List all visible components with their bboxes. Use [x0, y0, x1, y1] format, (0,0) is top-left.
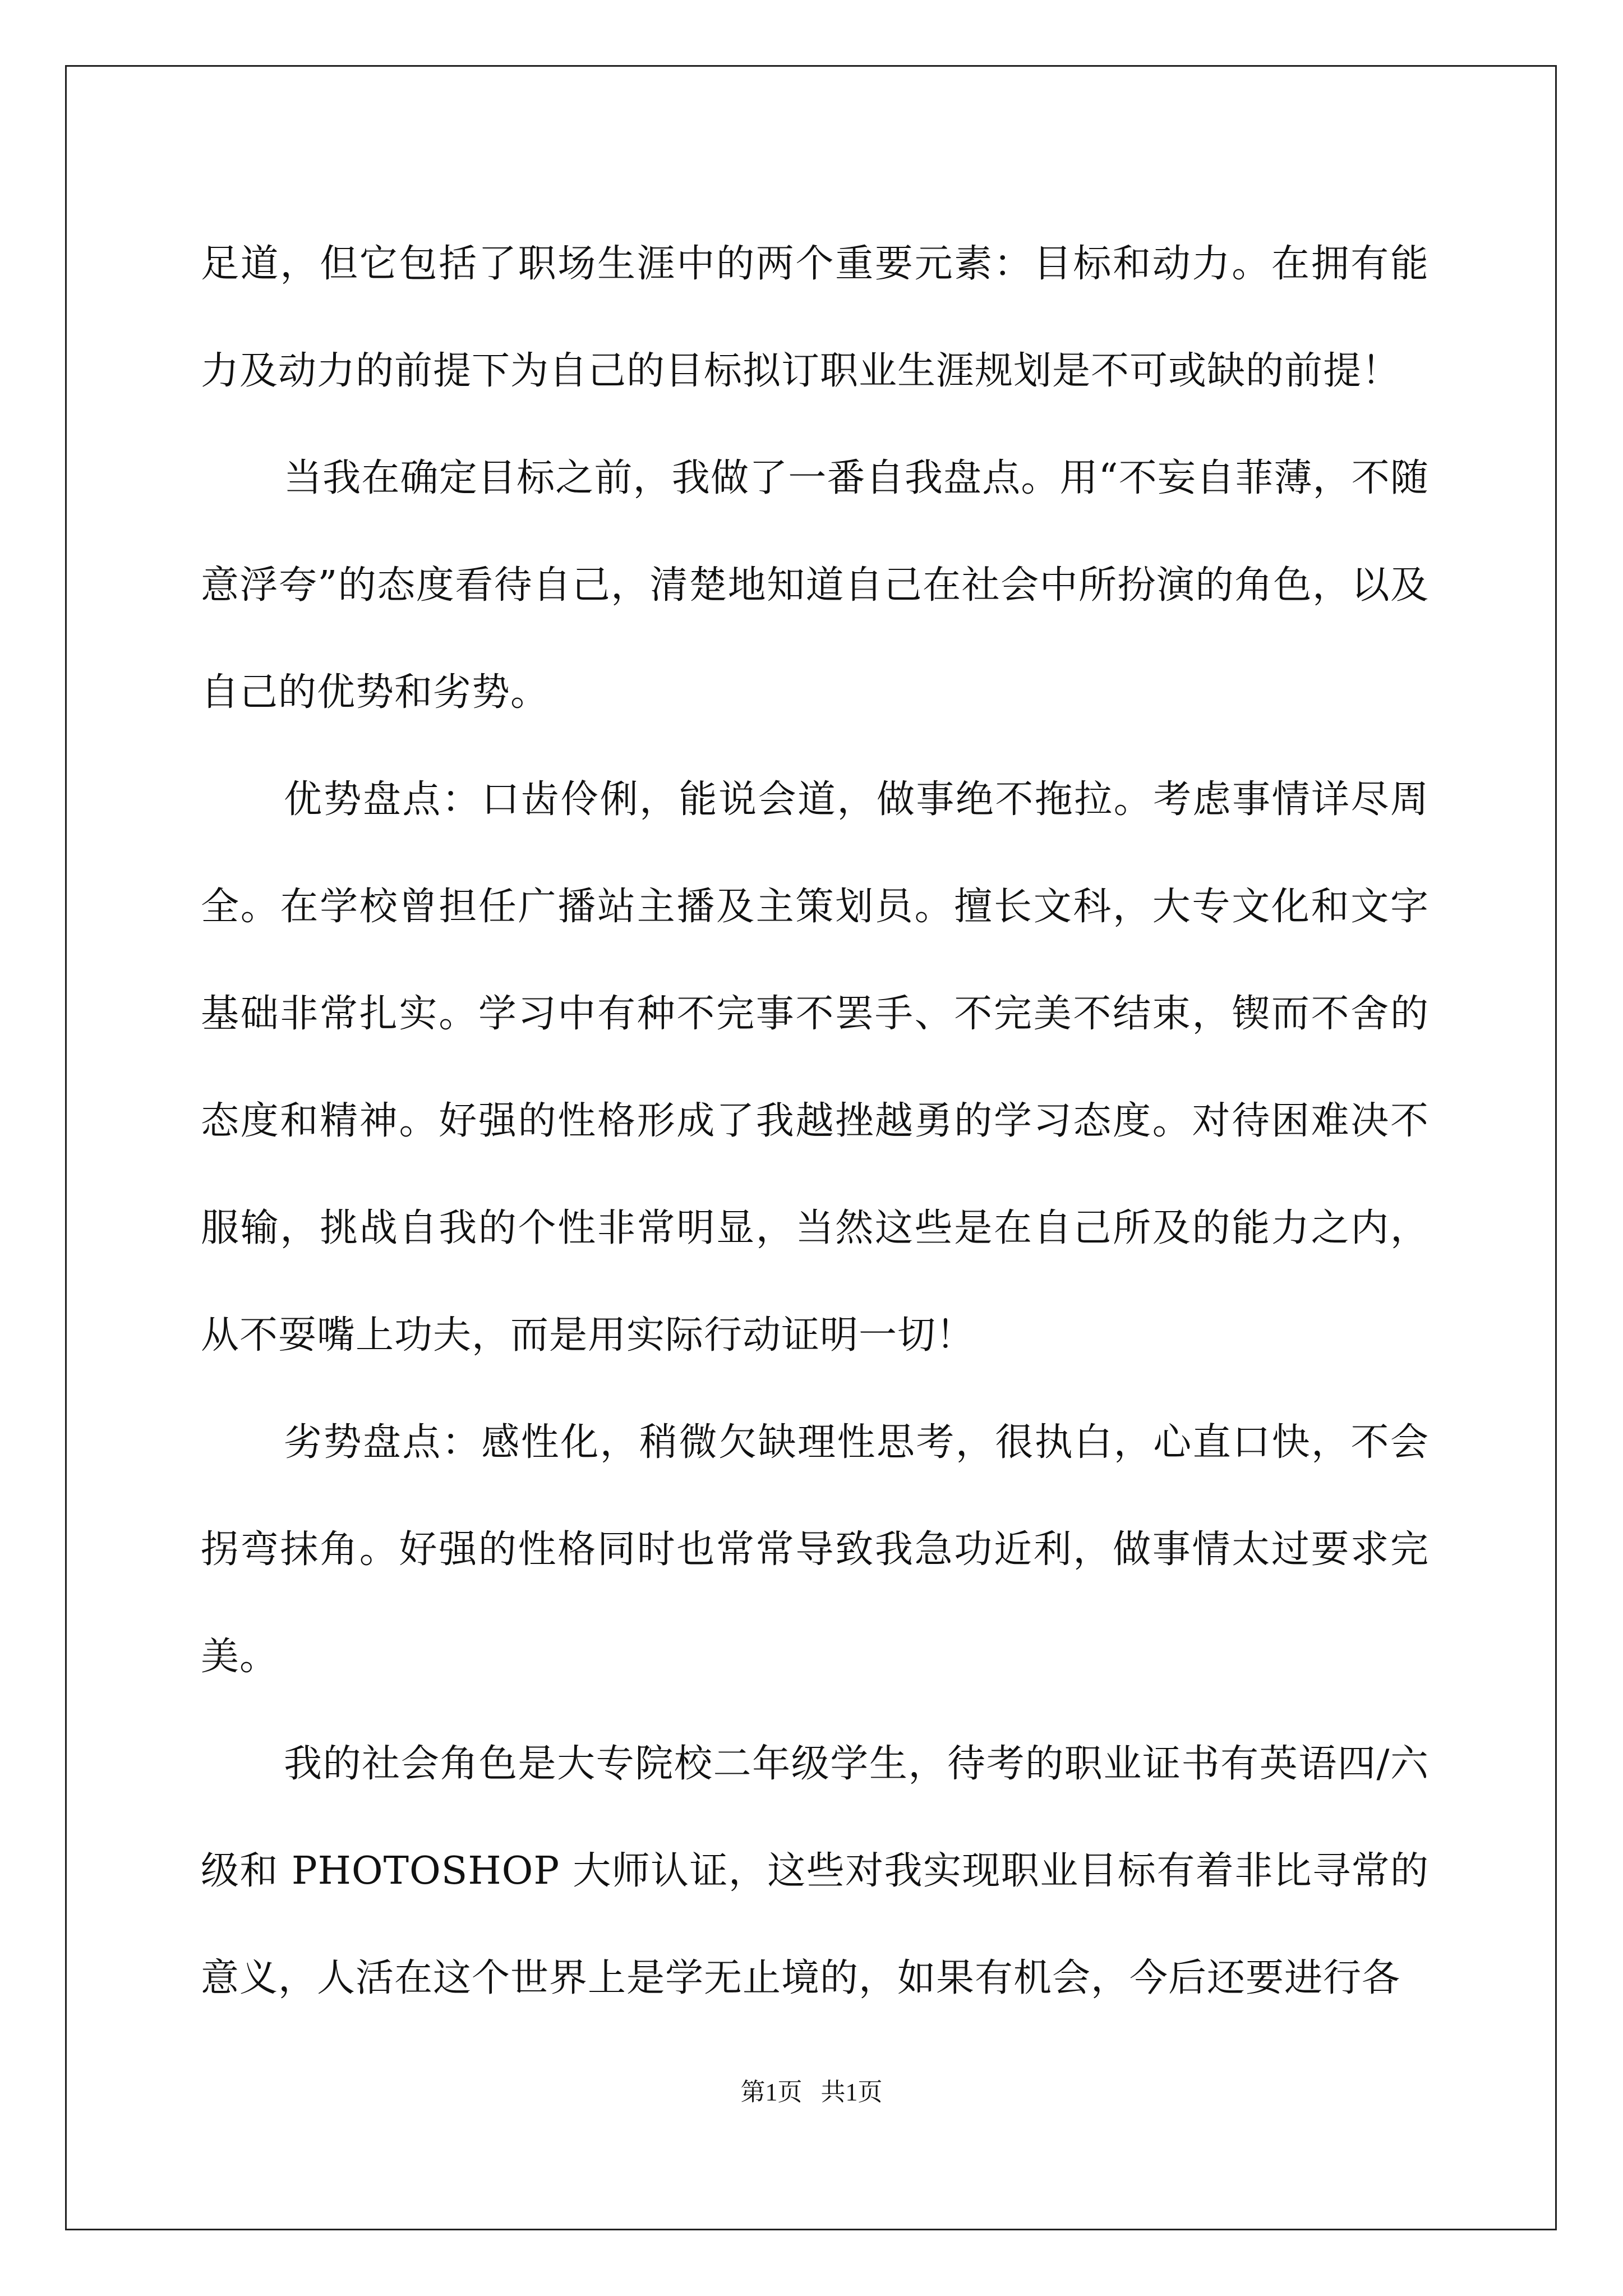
paragraph-weaknesses: 劣势盘点：感性化，稍微欠缺理性思考，很执白，心直口快，不会拐弯抹角。好强的性格同时也常常导致我急功近利，做事情太过要求完美。 — [201, 1420, 1429, 1679]
paragraph-2: 当我在确定目标之前，我做了一番自我盘点。用“不妄自菲薄，不随意浮夸”的态度看待自己，清楚地知道自己在社会中所扮演的角色，以及自己的优势和劣势。 — [201, 456, 1429, 715]
paragraph-social-role: 我的社会角色是大专院校二年级学生，待考的职业证书有英语四/六级和 PHOTOSHOP 大师认证，这些对我实现职业目标有着非比寻常的意义，人活在这个世界上是学无止境的，如果有机会，今后还要进行各 — [201, 1742, 1429, 2000]
paragraph-1: 足道，但它包括了职场生涯中的两个重要元素：目标和动力。在拥有能力及动力的前提下为自己的目标拟订职业生涯规划是不可或缺的前提！ — [201, 242, 1429, 393]
document-body — [201, 210, 1429, 2032]
paragraph-strengths: 优势盘点：口齿伶俐，能说会道，做事绝不拖拉。考虑事情详尽周全。在学校曾担任广播站主播及主策划员。擅长文科，大专文化和文字基础非常扎实。学习中有种不完事不罢手、不完美不结束，锲而不舍的态度和精神。好强的性格形成了我越挫越勇的学习态度。对待困难决不服输，挑战自我的个性非常明显，当然这些是在自己所及的能力之内，从不耍嘴上功夫，而是用实际行动证明一切！ — [201, 777, 1429, 1358]
page-number-footer: 第1页 共1页 — [740, 2078, 883, 2106]
